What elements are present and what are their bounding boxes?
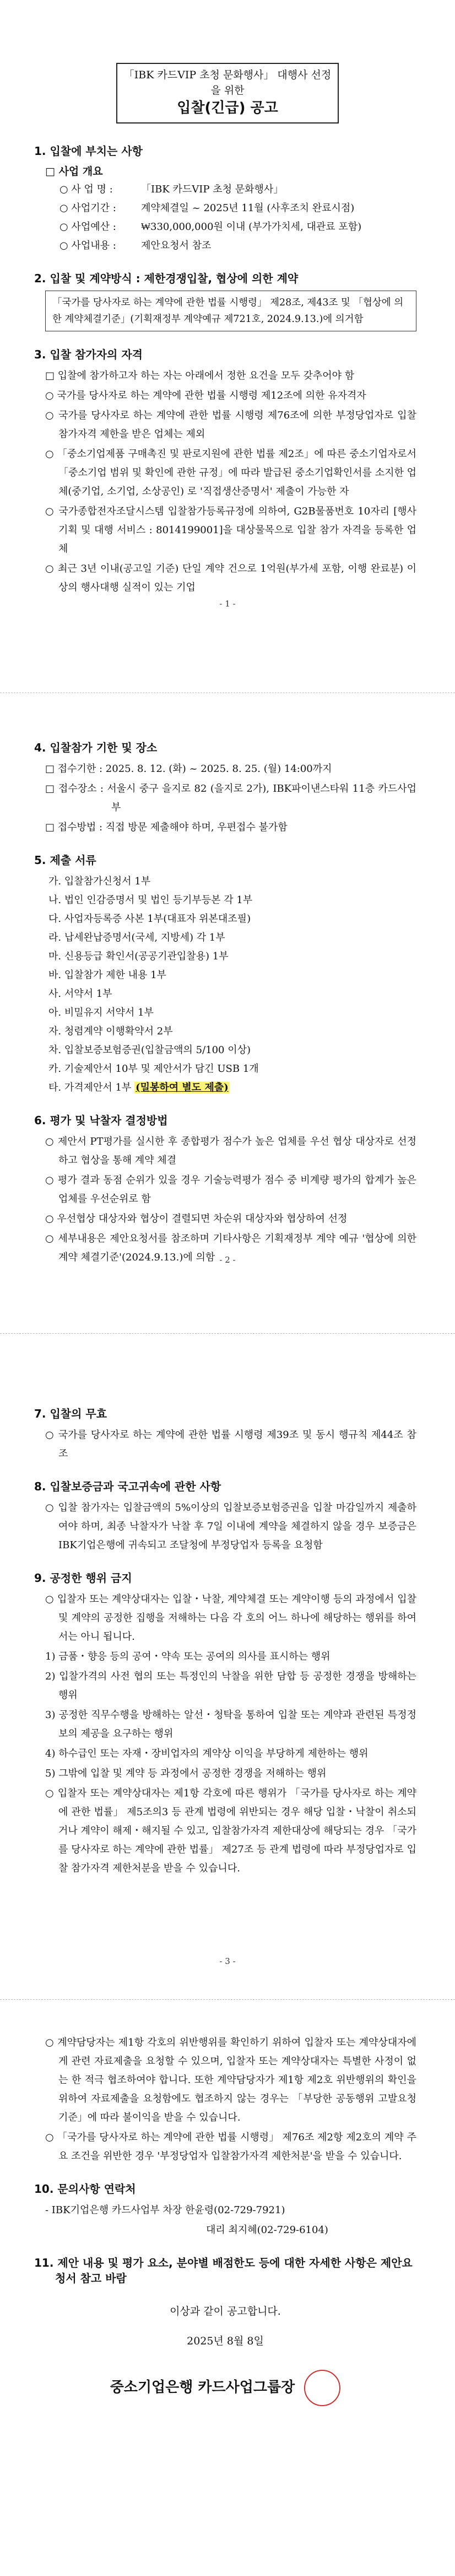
closing-notice: 이상과 같이 공고합니다. [170, 2305, 281, 2317]
contact-line: 대리 최지혜(02-729-6104) [206, 2224, 328, 2236]
list-item: ○ 우선협상 대상자와 협상이 결렬되면 차순위 대상자와 협상하여 선정 [45, 1213, 348, 1225]
list-item: ○ 제안서 PT평가를 실시한 후 종합평가 점수가 높은 업체를 우선 협상 대상자로 선정하고 협상을 통해 계약 체결 [45, 1136, 416, 1166]
list-item: 나. 법인 인감증명서 및 법인 등기부등본 각 1부 [48, 894, 253, 906]
section-8-heading: 8. 입찰보증금과 국고귀속에 관한 사항 [34, 1480, 221, 1493]
label: ○ 사업예산 : [59, 221, 116, 233]
page-title: 입찰(긴급) 공고 [177, 100, 278, 116]
list-item: 바. 입찰참가 제한 내용 1부 [48, 969, 166, 981]
page-3 [0, 1333, 455, 1966]
content [0, 143, 455, 597]
list-item: ○ 입찰 참가자는 입찰금액의 5%이상의 입찰보증보험증권을 입찰 마감일까지 제출하여야 하며, 최종 낙찰자가 낙찰 후 7일 이내에 계약을 체결하지 않을 경우 보증금은 IBK기업은행에 귀속되고 조달청에 부정당업자 등록을 요청함 [45, 1502, 416, 1551]
section-9-heading: 9. 공정한 행위 금지 [34, 1571, 132, 1585]
value: ₩330,000,000원 이내 (부가가치세, 대관료 포함) [141, 221, 362, 233]
section-2-heading: 2. 입찰 및 계약방식 : 제한경쟁입찰, 협상에 의한 계약 [34, 272, 299, 285]
list-item: □ 접수기한 : 2025. 8. 12. (화) ~ 2025. 8. 25. (월) 14:00까지 [45, 763, 332, 775]
list-item: 사. 서약서 1부 [48, 988, 112, 1000]
section-10-heading: 10. 문의사항 연락처 [34, 2182, 136, 2196]
section-1-sub: □ 사업 개요 [45, 165, 103, 178]
list-item: ○ 최근 3년 이내(공고일 기준) 단일 계약 건으로 1억원(부가세 포함, 이행 완료분) 이상의 행사대행 실적이 있는 기업 [45, 563, 416, 593]
list-item: 차. 입찰보증보험증권(입찰금액의 5/100 이상) [48, 1044, 251, 1056]
signer-name: 중소기업은행 카드사업그룹장 [110, 2379, 295, 2396]
list-item [48, 1078, 416, 1097]
value: 「IBK 카드VIP 초청 문화행사」 [141, 184, 284, 195]
section-7-heading: 7. 입찰의 무효 [34, 1407, 107, 1420]
label: ○ 사업내용 : [59, 240, 116, 251]
page-1 [0, 0, 455, 609]
notice-date: 2025년 8월 8일 [187, 2335, 264, 2347]
list-item [59, 237, 416, 255]
list-item: 다. 사업자등록증 사본 1부(대표자 위본대조필) [48, 913, 251, 925]
list-item: ○ 평가 결과 동점 순위가 있을 경우 기술능력평가 점수 중 비계량 평가의 합계가 높은 업체를 우선순위로 함 [45, 1174, 416, 1205]
list-item: 아. 비밀유지 서약서 1부 [48, 1007, 154, 1018]
value: 제안요청서 참조 [141, 240, 212, 251]
label: ○ 사업기간 : [59, 202, 116, 214]
list-item: ○ 세부내용은 제안요청서를 참조하며 기타사항은 기획재정부 계약 예규 '협상에 의한 계약 체결기준'(2024.9.13.)에 의함 [45, 1233, 416, 1263]
list-item: ○ 국가종합전자조달시스템 입찰참가등록규정에 의하여, G2B물품번호 10자리 [행사 기획 및 대행 서비스 : 8014199001]을 대상물목으로 입찰 참가 자격을 등록한 업체 [45, 506, 416, 555]
numbered-item: 2) 입찰가격의 사전 협의 또는 특정인의 낙찰을 위한 담합 등 공정한 경쟁을 방해하는 행위 [45, 1671, 416, 1701]
section-11-heading: 11. 제안 내용 및 평가 요소, 분야별 배점한도 등에 대한 자세한 사항은 제안요청서 참고 바람 [34, 2256, 413, 2285]
value: 계약체결일 ~ 2025년 11월 (사후조치 완료시점) [141, 202, 355, 214]
title-box [116, 63, 339, 124]
contact-line: - IBK기업은행 카드사업부 차장 한윤령(02-729-7921) [45, 2204, 285, 2216]
list-item: ○ 계약담당자는 제1항 각호의 위반행위를 확인하기 위하여 입찰자 또는 계약상대자에게 관련 자료제출을 요청할 수 있으며, 입찰자 또는 계약상대자는 특별한 사정이 없는 한 적극 협조하여야 합니다. 또한 계약담당자가 제1항 제2호 위반행위의 확인을 위하여 자료제출을 요청함에도 협조하지 않는 경우는 「부당한 공동행위 고발요청기준」에 따라 불이익을 받을 수 있습니다. [45, 2037, 416, 2123]
section-6-heading: 6. 평가 및 낙찰자 결정방법 [34, 1114, 168, 1127]
section-3-heading: 3. 입찰 참가자의 자격 [34, 348, 143, 361]
list-item [59, 218, 416, 237]
content [0, 693, 455, 1267]
seal-stamp [304, 2370, 340, 2406]
section-4-heading: 4. 입찰참가 기한 및 장소 [34, 741, 158, 754]
title-line1: 「IBK 카드VIP 초청 문화행사」 대행사 선정을 위한 [123, 69, 332, 96]
list-item: ○ 국가를 당사자로 하는 계약에 관한 법률 시행령 제39조 및 동시 행규칙 제44조 참조 [45, 1429, 416, 1459]
paragraph: □ 입찰에 참가하고자 하는 자는 아래에서 정한 요건을 모두 갖추어야 함 [45, 370, 355, 382]
label: ○ 사 업 명 : [59, 184, 113, 195]
section-5-heading: 5. 제출 서류 [34, 854, 96, 867]
list-item: 자. 청렴계약 이행확약서 2부 [48, 1026, 173, 1037]
list-item: ○ 「국가를 당사자로 하는 계약에 관한 법률 시행령」 제76조 제2항 제2호의 계약 주요 조건을 위반한 경우 '부정당업자 입찰참가자격 제한처분'을 받을 수 있습니다. [45, 2132, 416, 2162]
page-2 [0, 693, 455, 1268]
page-4 [0, 1999, 455, 2406]
list-item: ○ 국가를 당사자로 하는 계약에 관한 법률 시행령 제76조에 의한 부정당업자로 입찰참가자격 제한을 받은 업체는 제외 [45, 410, 416, 440]
item-text: 타. 가격제안서 1부 [48, 1082, 135, 1093]
page-number: - 1 - [219, 599, 236, 609]
list-item: ○ 국가를 당사자로 하는 계약에 관한 법률 시행령 제12조에 의한 유자격자 [45, 390, 366, 401]
list-item: □ 접수장소 : 서울시 중구 을지로 82 (을지로 2가), IBK파이낸스타워 11층 카드사업부 [45, 783, 416, 813]
list-item: 마. 신용등급 확인서(공공기관입찰용) 1부 [48, 951, 229, 962]
page-number: - 2 - [219, 1255, 236, 1265]
highlight-note: (밀봉하여 별도 제출) [136, 1082, 229, 1093]
list-item [59, 180, 416, 199]
list-item [59, 199, 416, 218]
list-item: ○ 입찰자 또는 계약상대자는 입찰・낙찰, 계약체결 또는 계약이행 등의 과정에서 입찰 및 계약의 공정한 집행을 저해하는 다음 각 호의 어느 하나에 해당하는 행위를 하여서는 아니 됩니다. [45, 1593, 416, 1643]
numbered-item: 5) 그밖에 입찰 및 계약 등 과정에서 공정한 경쟁을 저해하는 행위 [45, 1768, 327, 1779]
content [0, 1333, 455, 1878]
signer [34, 2370, 416, 2406]
list-item: 카. 기술제안서 10부 및 제안서가 담긴 USB 1개 [48, 1063, 259, 1075]
section-1-heading: 1. 입찰에 부치는 사항 [34, 144, 143, 158]
numbered-item: 4) 하수급인 또는 자재・장비업자의 계약상 이익을 부당하게 제한하는 행위 [45, 1748, 369, 1759]
page-number: - 3 - [219, 1956, 236, 1966]
numbered-item: 3) 공정한 직무수행을 방해하는 알선・청탁을 통하여 입찰 또는 계약과 관련된 특정정보의 제공을 요구하는 행위 [45, 1709, 416, 1740]
list-item: 라. 납세완납증명서(국세, 지방세) 각 1부 [48, 932, 225, 943]
list-item: ○ 「중소기업제품 구매촉진 및 판로지원에 관한 법률 제2조」에 따른 중소기업자로서 「중소기업 범위 및 확인에 관한 규정」에 따라 발급된 중소기업확인서를 소지한 업체(중기업, 소기업, 소상공인) 로 '직접생산증명서' 제출이 가능한 자 [45, 448, 416, 497]
content [0, 1999, 455, 2406]
list-item: □ 접수방법 : 직접 방문 제출해야 하며, 우편접수 불가함 [45, 822, 288, 833]
legal-basis-box: 「국가를 당사자로 하는 계약에 관한 법률 시행령」 제28조, 제43조 및 「협상에 의한 계약체결기준」(기획재정부 계약예규 제721호, 2024.9.13.)에 의거함 [45, 291, 416, 331]
numbered-item: 1) 금품・향응 등의 공여・약속 또는 공여의 의사를 표시하는 행위 [45, 1651, 331, 1662]
list-item: ○ 입찰자 또는 계약상대자는 제1항 각호에 따른 행위가 「국가를 당사자로 하는 계약에 관한 법률」 제5조의3 등 관계 법령에 위반되는 경우 해당 입찰・낙찰이 취소되거나 계약이 해제・해지될 수 있고, 입찰참가자격 제한대상에 해당되는 경우 「국가를 당사자로 하는 계약에 관한 법률」 제27조 등 관계 법령에 따라 부정당업자로 입찰 참가자격 제한처분을 받을 수 있습니다. [45, 1788, 416, 1874]
list-item: 가. 입찰참가신청서 1부 [48, 876, 151, 887]
